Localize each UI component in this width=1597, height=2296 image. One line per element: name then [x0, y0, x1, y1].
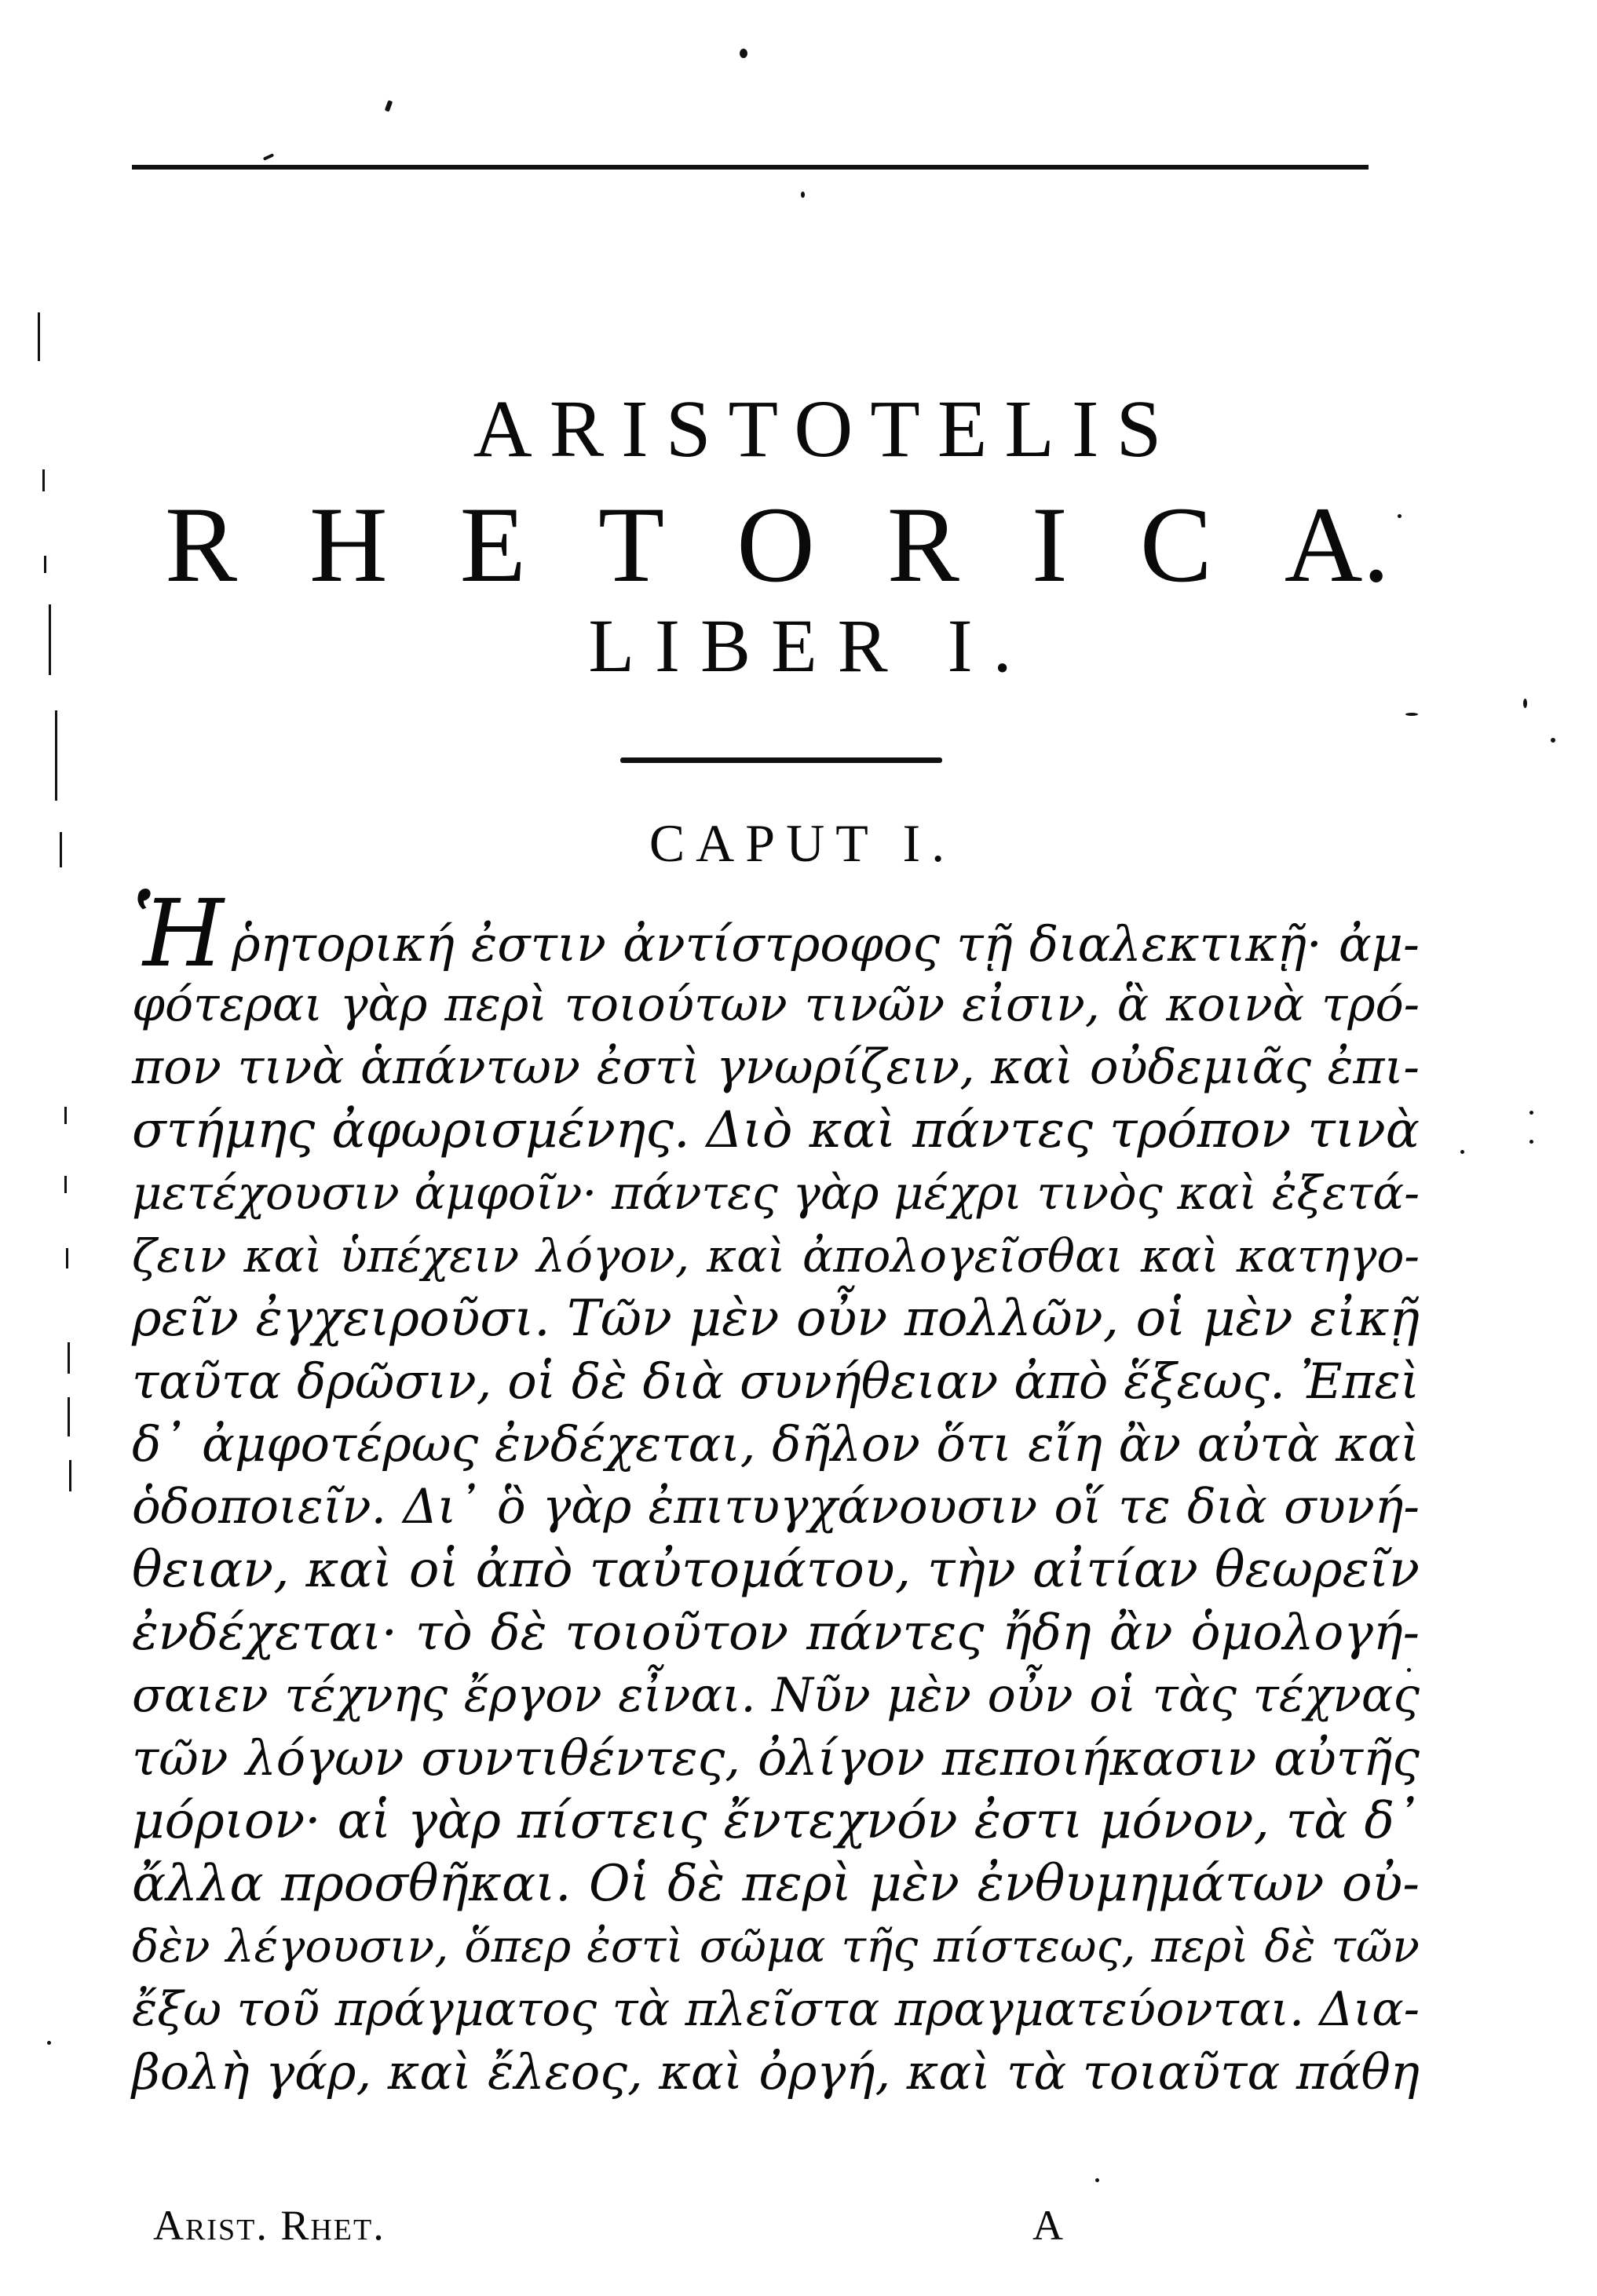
text-line: δὲν λέγουσιν, ὅπερ ἐστὶ σῶμα τῆς πίστεως, περὶ δὲ τῶν [132, 1921, 1420, 1973]
ink-speck [801, 192, 805, 198]
text-line: φότεραι γὰρ περὶ τοιούτων τινῶν εἰσιν, ἃ κοινὰ τρό- [132, 977, 1420, 1032]
section-rule [620, 757, 942, 763]
work-title-letter: C [1139, 484, 1212, 604]
ink-speck [1398, 514, 1401, 518]
work-title-letter: R [165, 484, 238, 604]
work-title-letter: O [736, 484, 815, 604]
text-line: βολὴ γάρ, καὶ ἔλεος, καὶ ὀργή, καὶ τὰ τοιαῦτα πάθη [132, 2043, 1420, 2101]
margin-mark [68, 1397, 70, 1436]
margin-mark [38, 312, 40, 361]
ink-speck [263, 153, 274, 161]
ink-speck [1523, 699, 1527, 708]
margin-mark [64, 1176, 67, 1193]
text-line: ἄλλα προσθῆκαι. Οἱ δὲ περὶ μὲν ἐνθυμημάτων οὐ- [132, 1855, 1420, 1913]
page-footer [153, 2198, 1378, 2253]
author-title: ARISTOTELIS [473, 384, 1179, 474]
margin-mark [66, 1248, 68, 1268]
ink-speck [1551, 738, 1555, 743]
work-title-letter: E [459, 484, 526, 604]
margin-mark [55, 710, 57, 801]
work-title-letter: H [309, 484, 388, 604]
text-line: μετέχουσιν ἀμφοῖν· πάντες γὰρ μέχρι τινὸς καὶ ἐξετά- [132, 1166, 1420, 1220]
text-line: τῶν λόγων συντιθέντες, ὀλίγον πεποιήκασιν αὐτῆς [132, 1729, 1420, 1787]
text-line: ἐνδέχεται· τὸ δὲ τοιοῦτον πάντες ἤδη ἂν ὁμολογή- [132, 1604, 1420, 1661]
text-line: στήμης ἀφωρισμένης. Διὸ καὶ πάντες τρόπον τινὰ [132, 1101, 1420, 1159]
ink-speck [1095, 2178, 1099, 2182]
margin-mark [42, 469, 45, 491]
work-title-letter: I [1031, 484, 1068, 604]
text-line: ἔξω τοῦ πράγματος τὰ πλεῖστα πραγματεύονται. Δια- [132, 1982, 1420, 2037]
text-line: θειαν, καὶ οἱ ἀπὸ ταὐτομάτου, τὴν αἰτίαν θεωρεῖν [132, 1541, 1420, 1599]
margin-mark [69, 1460, 71, 1491]
text-line: δ᾽ ἀμφοτέρως ἐνδέχεται, δῆλον ὅτι εἴη ἂν αὐτὰ καὶ [132, 1415, 1420, 1473]
text-line: ρεῖν ἐγχειροῦσι. Τῶν μὲν οὖν πολλῶν, οἱ μὲν εἰκῇ [132, 1290, 1420, 1348]
chapter-heading: CAPUT I. [649, 813, 956, 873]
text-line: ὁδοποιεῖν. Δι᾽ ὃ γὰρ ἐπιτυγχάνουσιν οἵ τε διὰ συνή- [132, 1479, 1420, 1535]
header-rule [132, 165, 1369, 170]
text-line: ταῦτα δρῶσιν, οἱ δὲ διὰ συνήθειαν ἀπὸ ἕξεως. Ἐπεὶ [132, 1352, 1420, 1410]
work-title-letter: T [598, 484, 665, 604]
signature-mark: A [1032, 2202, 1063, 2249]
work-title [165, 484, 1390, 604]
text-line: σαιεν τέχνης ἔργον εἶναι. Νῦν μὲν οὖν οἱ τὰς τέχνας [132, 1668, 1420, 1723]
margin-mark [44, 556, 46, 573]
text-line: μόριον· αἱ γὰρ πίστεις ἔντεχνόν ἐστι μόνον, τὰ δ᾽ [132, 1792, 1420, 1850]
text-line: ζειν καὶ ὑπέχειν λόγον, καὶ ἀπολογεῖσθαι καὶ κατηγο- [132, 1229, 1420, 1283]
book-number: LIBER I. [588, 604, 1032, 688]
ink-speck [740, 49, 747, 58]
body-text [132, 879, 1420, 2104]
ink-speck [1529, 1111, 1533, 1115]
initial-letter: Ἡ [132, 879, 225, 987]
work-title-letter: R [886, 484, 959, 604]
work-title-letter: A. [1284, 484, 1390, 604]
text-line: Ἡῥητορική ἐστιν ἀντίστροφος τῇ διαλεκτικῇ· ἀμ- [132, 879, 1420, 987]
ink-speck [1405, 713, 1418, 716]
ink-speck [385, 100, 393, 111]
ink-speck [1529, 1140, 1533, 1144]
margin-mark [64, 1107, 67, 1124]
text-line: πον τινὰ ἁπάντων ἐστὶ γνωρίζειν, καὶ οὐδεμιᾶς ἐπι- [132, 1039, 1420, 1095]
ink-speck [47, 2041, 51, 2045]
margin-mark [68, 1342, 70, 1374]
ink-speck [1460, 1150, 1464, 1154]
running-title: Arist. Rhet. [153, 2202, 386, 2249]
